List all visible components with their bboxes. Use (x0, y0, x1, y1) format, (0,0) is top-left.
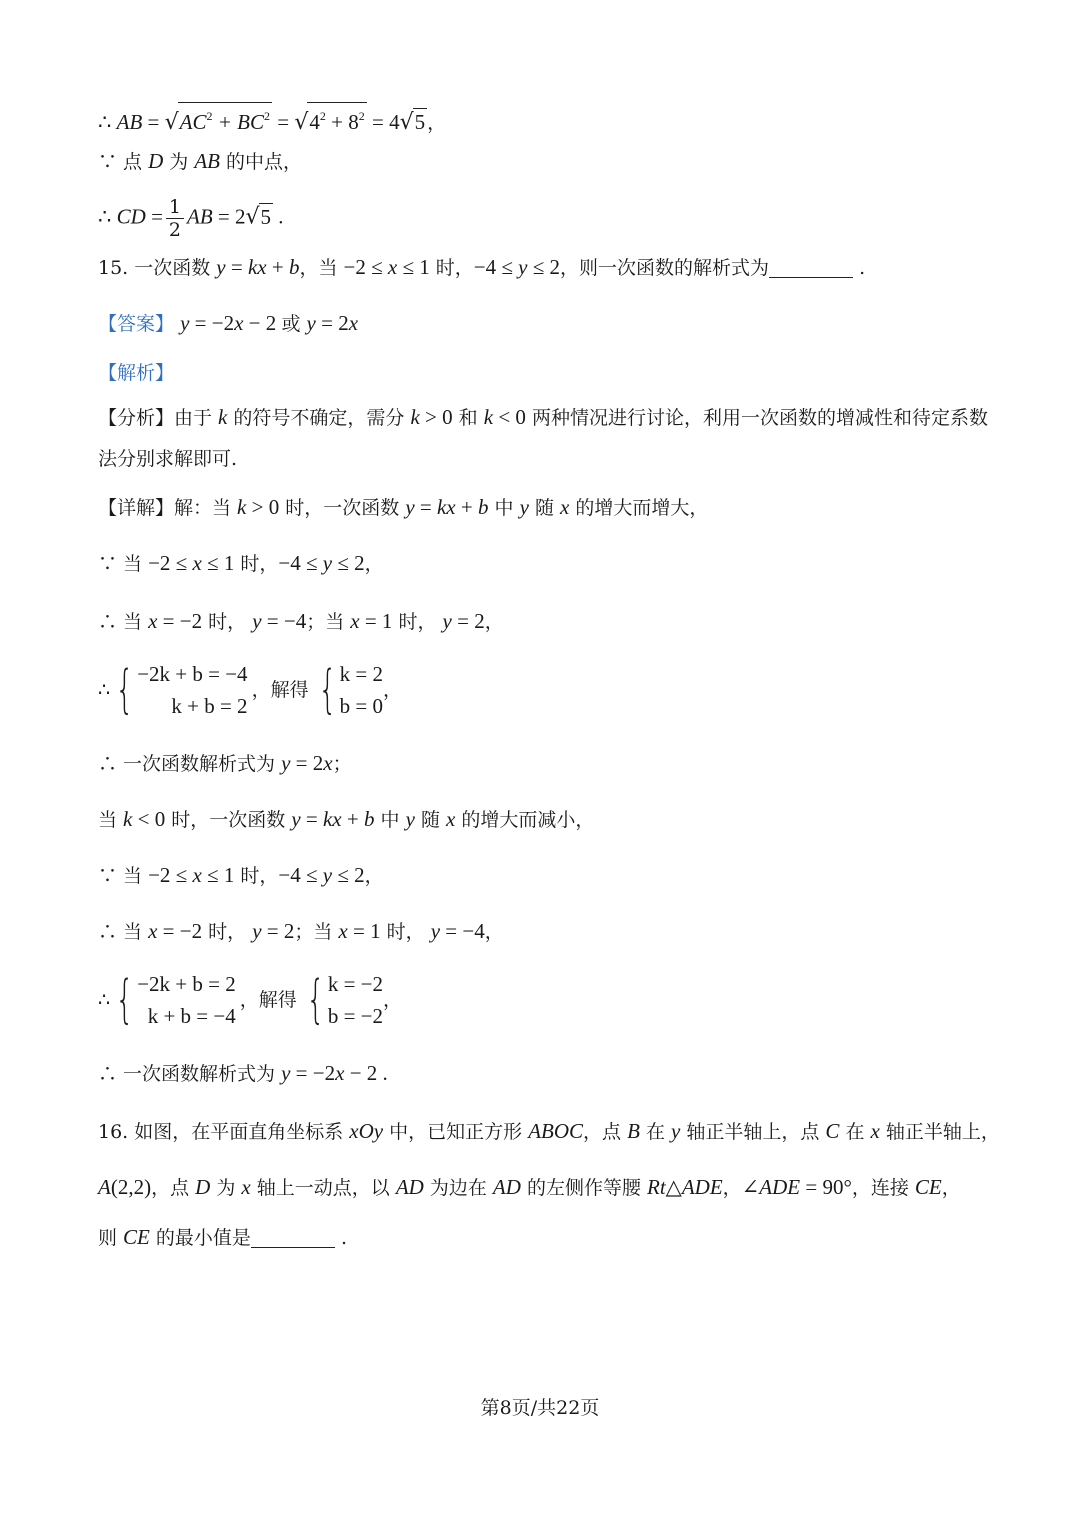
solution2-b: b = −2 (327, 1004, 384, 1028)
fenxi-line-2: 法分别求解即可. (98, 448, 238, 470)
answer-blank-15 (769, 259, 853, 278)
system1-eq2: k + b = 2 (171, 694, 248, 718)
question-16-line-2: A(2,2)，点 D 为 x 轴上一动点，以 AD 为边在 AD 的左侧作等腰 Rt△ADE，∠ADE = 90°，连接 CE， (98, 1175, 961, 1199)
question-16-line-1: 16. 如图，在平面直角坐标系 xOy 中，已知正方形 ABOC，点 B 在 y 轴正半轴上，点 C 在 x 轴正半轴上， (98, 1119, 1000, 1143)
step-2: ∴ 当 x = −2 时， y = −4；当 x = 1 时， y = 2， (98, 609, 504, 633)
step-7: ∴ 当 x = −2 时， y = 2；当 x = 1 时， y = −4， (98, 919, 504, 943)
analysis-tag-line (98, 360, 174, 386)
system2-eq1: −2k + b = 2 (137, 972, 236, 996)
question-16-line-3: 则 CE 的最小值是 . (98, 1225, 348, 1249)
analysis-tag: 【解析】 (98, 362, 175, 384)
line-cd-length: ∴ CD = $\frac{1}{2}$ AB = 2√5 . (98, 196, 284, 241)
line-ab-length: ∴ AB = $√AC^2 + BC^2 = √4^2 + 8^2 = 4√5$ ， (98, 102, 446, 136)
step-8-system: ∴ { −2k + b = 2 k + b = −4 ，解得 { k = −2 b = −2 ， (98, 970, 403, 1030)
step-6: ∵ 当 −2 ≤ x ≤ 1 时，−4 ≤ y ≤ 2， (98, 863, 384, 887)
system2-eq2: k + b = −4 (147, 1004, 236, 1028)
answer-line: 【答案】 y = −2x − 2 或 y = 2x (98, 311, 359, 335)
question-15: 15. 一次函数 y = kx + b，当 −2 ≤ x ≤ 1 时，−4 ≤ y ≤ 2，则一次函数的解析式为 . (98, 255, 866, 279)
step-1: ∵ 当 −2 ≤ x ≤ 1 时，−4 ≤ y ≤ 2， (98, 551, 384, 575)
step-4: ∴ 一次函数解析式为 y = 2x； (98, 751, 352, 775)
solution2-k: k = −2 (327, 972, 384, 996)
step-3-system: ∴ { −2k + b = −4 k + b = 2 ，解得 { k = 2 b = 0 ， (98, 660, 403, 720)
solution1-k: k = 2 (339, 662, 384, 686)
answer-blank-16 (251, 1229, 335, 1248)
system1-eq1: −2k + b = −4 (137, 662, 248, 686)
answer-tag: 【答案】 (98, 313, 175, 335)
solution1-b: b = 0 (339, 694, 384, 718)
xiangjie-line: 【详解】解：当 k > 0 时，一次函数 y = kx + b 中 y 随 x 的增大而增大， (98, 495, 709, 519)
fenxi-line: 【分析】由于 k 的符号不确定，需分 k > 0 和 k < 0 两种情况进行讨论，利用一次函数的增减性和待定系数 (98, 405, 988, 429)
line-midpoint: ∵ 点 D 为 AB 的中点， (98, 149, 303, 173)
page-footer: 第8页/共22页 (480, 1397, 600, 1419)
step-5: 当 k < 0 时，一次函数 y = kx + b 中 y 随 x 的增大而减小， (98, 807, 595, 831)
step-9: ∴ 一次函数解析式为 y = −2x − 2 . (98, 1061, 388, 1085)
